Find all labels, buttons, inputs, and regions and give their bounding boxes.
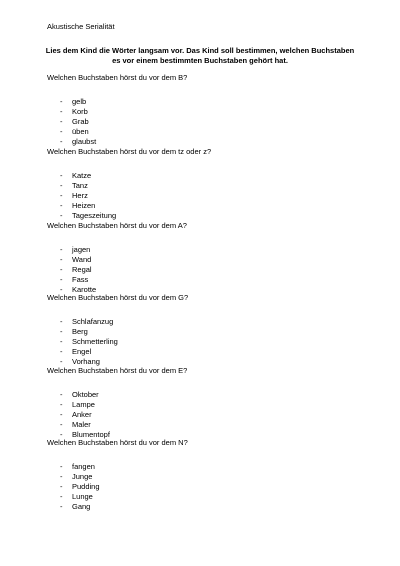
word-list xyxy=(47,171,367,221)
question-text: Welchen Buchstaben hörst du vor dem A? xyxy=(47,221,187,230)
list-item xyxy=(47,420,367,430)
list-item xyxy=(47,171,367,181)
word-list xyxy=(47,390,367,440)
word-text: Gang xyxy=(72,502,91,511)
word-text: Herz xyxy=(72,191,88,200)
list-item xyxy=(47,255,367,265)
word-text: Vorhang xyxy=(72,357,100,366)
list-dash-marker: - xyxy=(60,482,63,491)
word-list xyxy=(47,97,367,147)
list-dash-marker: - xyxy=(60,181,63,190)
list-item xyxy=(47,117,367,127)
list-dash-marker: - xyxy=(60,400,63,409)
list-dash-marker: - xyxy=(60,117,63,126)
question-text: Welchen Buchstaben hörst du vor dem tz oder z? xyxy=(47,147,212,156)
word-text: Lunge xyxy=(72,492,93,501)
list-dash-marker: - xyxy=(60,347,63,356)
list-dash-marker: - xyxy=(60,255,63,264)
word-text: fangen xyxy=(72,462,95,471)
question-text: Welchen Buchstaben hörst du vor dem E? xyxy=(47,366,188,375)
word-text: Heizen xyxy=(72,201,96,210)
word-text: Regal xyxy=(72,265,92,274)
word-text: Grab xyxy=(72,117,89,126)
word-text: Oktober xyxy=(72,390,99,399)
list-dash-marker: - xyxy=(60,211,63,220)
word-text: Tageszeitung xyxy=(72,211,117,220)
list-dash-marker: - xyxy=(60,410,63,419)
question-text: Welchen Buchstaben hörst du vor dem B? xyxy=(47,73,188,82)
word-text: gelb xyxy=(72,97,87,106)
list-item xyxy=(47,347,367,357)
instruction-line-1: Lies dem Kind die Wörter langsam vor. Das Kind soll bestimmen, welchen Buchstaben xyxy=(45,46,355,55)
list-item xyxy=(47,482,367,492)
question-section xyxy=(47,147,367,221)
list-item xyxy=(47,97,367,107)
list-dash-marker: - xyxy=(60,390,63,399)
question-section xyxy=(47,438,367,512)
list-item xyxy=(47,462,367,472)
list-item xyxy=(47,337,367,347)
list-item xyxy=(47,137,367,147)
list-dash-marker: - xyxy=(60,107,63,116)
word-list xyxy=(47,317,367,367)
list-item xyxy=(47,265,367,275)
word-text: Junge xyxy=(72,472,93,481)
list-dash-marker: - xyxy=(60,337,63,346)
question-section xyxy=(47,221,367,295)
word-text: Schmetterling xyxy=(72,337,118,346)
list-dash-marker: - xyxy=(60,137,63,146)
list-dash-marker: - xyxy=(60,430,63,439)
question-text: Welchen Buchstaben hörst du vor dem G? xyxy=(47,293,189,302)
list-item xyxy=(47,181,367,191)
list-dash-marker: - xyxy=(60,171,63,180)
list-item xyxy=(47,472,367,482)
word-list xyxy=(47,245,367,295)
word-text: Karotte xyxy=(72,285,97,294)
list-dash-marker: - xyxy=(60,201,63,210)
list-dash-marker: - xyxy=(60,472,63,481)
list-dash-marker: - xyxy=(60,265,63,274)
list-dash-marker: - xyxy=(60,420,63,429)
list-item xyxy=(47,410,367,420)
list-item xyxy=(47,275,367,285)
list-item xyxy=(47,127,367,137)
list-item xyxy=(47,327,367,337)
word-text: Berg xyxy=(72,327,88,336)
list-dash-marker: - xyxy=(60,191,63,200)
word-text: Pudding xyxy=(72,482,100,491)
instruction-text xyxy=(40,46,360,66)
question-section xyxy=(47,73,367,147)
instruction-line-2: es vor einem bestimmten Buchstaben gehört hat. xyxy=(112,56,288,65)
word-text: Tanz xyxy=(72,181,88,190)
list-item xyxy=(47,191,367,201)
list-dash-marker: - xyxy=(60,502,63,511)
word-list xyxy=(47,462,367,512)
word-text: Lampe xyxy=(72,400,95,409)
list-dash-marker: - xyxy=(60,357,63,366)
word-text: Wand xyxy=(72,255,92,264)
list-dash-marker: - xyxy=(60,97,63,106)
list-dash-marker: - xyxy=(60,317,63,326)
list-item xyxy=(47,201,367,211)
question-text: Welchen Buchstaben hörst du vor dem N? xyxy=(47,438,188,447)
list-item xyxy=(47,211,367,221)
list-item xyxy=(47,107,367,117)
list-dash-marker: - xyxy=(60,327,63,336)
word-text: üben xyxy=(72,127,89,136)
question-section xyxy=(47,366,367,440)
list-dash-marker: - xyxy=(60,462,63,471)
word-text: Anker xyxy=(72,410,92,419)
word-text: Fass xyxy=(72,275,89,284)
word-text: Schlafanzug xyxy=(72,317,114,326)
list-item xyxy=(47,502,367,512)
word-text: Maler xyxy=(72,420,91,429)
word-text: glaubst xyxy=(72,137,97,146)
list-dash-marker: - xyxy=(60,492,63,501)
page-header: Akustische Serialität xyxy=(47,22,115,31)
word-text: Korb xyxy=(72,107,88,116)
list-dash-marker: - xyxy=(60,285,63,294)
list-item xyxy=(47,492,367,502)
word-text: jagen xyxy=(72,245,91,254)
list-item xyxy=(47,317,367,327)
word-text: Katze xyxy=(72,171,92,180)
list-item xyxy=(47,245,367,255)
list-dash-marker: - xyxy=(60,127,63,136)
question-section xyxy=(47,293,367,367)
list-item xyxy=(47,400,367,410)
word-text: Engel xyxy=(72,347,92,356)
list-item xyxy=(47,390,367,400)
list-dash-marker: - xyxy=(60,275,63,284)
word-text: Blumentopf xyxy=(72,430,110,439)
list-dash-marker: - xyxy=(60,245,63,254)
